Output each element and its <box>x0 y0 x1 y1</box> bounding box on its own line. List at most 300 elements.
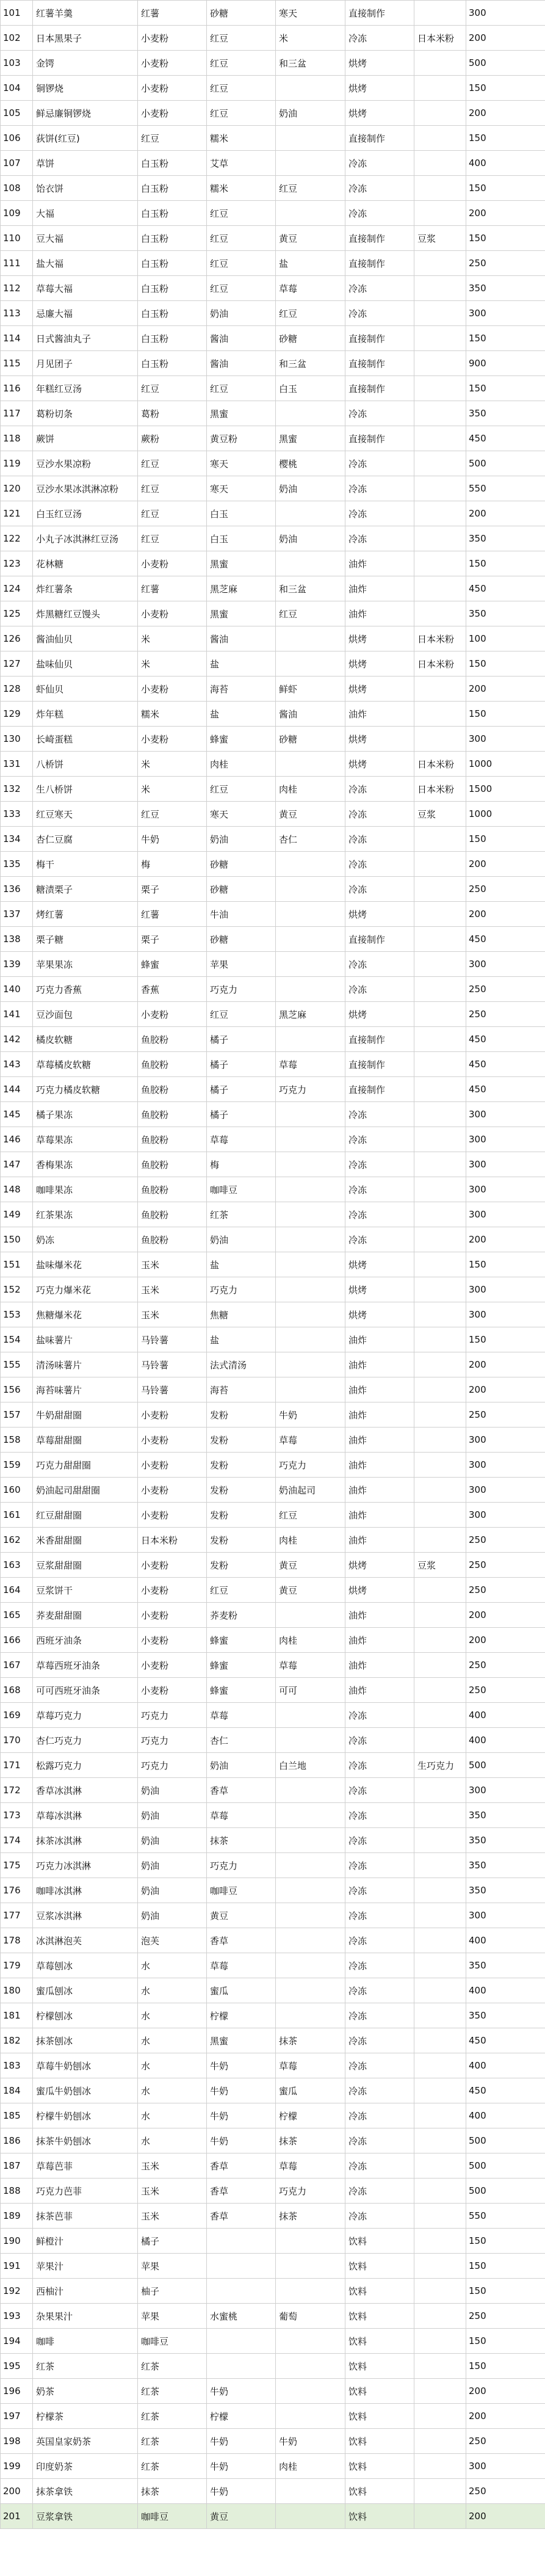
ingredient-3-cell <box>276 1027 345 1052</box>
row-number-cell: 131 <box>1 752 33 777</box>
method-cell: 油炸 <box>345 702 414 727</box>
method-cell: 饮料 <box>345 2304 414 2329</box>
recipe-name-cell: 柠檬刨冰 <box>33 2003 138 2028</box>
ingredient-3-cell: 巧克力 <box>276 2179 345 2204</box>
ingredient-2-cell: 蜜瓜 <box>207 1978 276 2003</box>
table-row <box>1 1878 545 1903</box>
method-cell: 冷冻 <box>345 877 414 902</box>
table-row <box>1 576 545 601</box>
ingredient-3-cell <box>276 1903 345 1928</box>
row-number-cell: 116 <box>1 376 33 401</box>
row-number-cell: 191 <box>1 2254 33 2279</box>
price-cell: 200 <box>466 2404 545 2429</box>
table-row <box>1 1402 545 1428</box>
note-cell <box>414 702 466 727</box>
ingredient-3-cell <box>276 2229 345 2254</box>
table-row <box>1 401 545 426</box>
price-cell: 250 <box>466 1002 545 1027</box>
recipe-name-cell: 红薯羊羹 <box>33 1 138 26</box>
ingredient-2-cell: 红豆 <box>207 201 276 226</box>
method-cell: 油炸 <box>345 1503 414 1528</box>
table-row <box>1 176 545 201</box>
table-row <box>1 1177 545 1202</box>
note-cell <box>414 251 466 276</box>
table-row <box>1 1628 545 1653</box>
method-cell: 油炸 <box>345 1603 414 1628</box>
method-cell: 冷冻 <box>345 526 414 551</box>
table-row <box>1 2153 545 2179</box>
recipe-name-cell: 香草冰淇淋 <box>33 1778 138 1803</box>
ingredient-2-cell: 酱油 <box>207 326 276 351</box>
method-cell: 冷冻 <box>345 1778 414 1803</box>
row-number-cell: 115 <box>1 351 33 376</box>
method-cell: 冷冻 <box>345 2053 414 2078</box>
price-cell: 150 <box>466 551 545 576</box>
method-cell: 油炸 <box>345 1377 414 1402</box>
row-number-cell: 188 <box>1 2179 33 2204</box>
ingredient-1-cell: 玉米 <box>138 2153 207 2179</box>
note-cell <box>414 927 466 952</box>
method-cell: 冷冻 <box>345 802 414 827</box>
price-cell: 200 <box>466 2504 545 2529</box>
note-cell <box>414 1628 466 1653</box>
method-cell: 饮料 <box>345 2229 414 2254</box>
row-number-cell: 162 <box>1 1528 33 1553</box>
ingredient-1-cell: 蜂蜜 <box>138 952 207 977</box>
table-row <box>1 852 545 877</box>
price-cell: 150 <box>466 702 545 727</box>
note-cell <box>414 376 466 401</box>
price-cell: 350 <box>466 601 545 626</box>
ingredient-2-cell: 杏仁 <box>207 1728 276 1753</box>
ingredient-1-cell: 奶油 <box>138 1878 207 1903</box>
row-number-cell: 173 <box>1 1803 33 1828</box>
recipe-name-cell: 橘子果冻 <box>33 1102 138 1127</box>
ingredient-1-cell: 蕨粉 <box>138 426 207 451</box>
recipe-name-cell: 小丸子冰淇淋红豆汤 <box>33 526 138 551</box>
ingredient-3-cell: 蜜瓜 <box>276 2078 345 2103</box>
table-row <box>1 501 545 526</box>
note-cell <box>414 2354 466 2379</box>
recipe-name-cell: 草莓大福 <box>33 276 138 301</box>
note-cell <box>414 1027 466 1052</box>
note-cell <box>414 2454 466 2479</box>
method-cell: 冷冻 <box>345 26 414 51</box>
ingredient-3-cell: 樱桃 <box>276 451 345 476</box>
recipe-name-cell: 酱油仙贝 <box>33 626 138 651</box>
ingredient-3-cell: 米 <box>276 26 345 51</box>
ingredient-2-cell <box>207 2354 276 2379</box>
method-cell: 冷冻 <box>345 1978 414 2003</box>
ingredient-1-cell: 小麦粉 <box>138 1578 207 1603</box>
ingredient-1-cell: 小麦粉 <box>138 1478 207 1503</box>
row-number-cell: 136 <box>1 877 33 902</box>
row-number-cell: 171 <box>1 1753 33 1778</box>
ingredient-3-cell <box>276 1953 345 1978</box>
price-cell: 350 <box>466 1878 545 1903</box>
method-cell: 饮料 <box>345 2404 414 2429</box>
method-cell: 直接制作 <box>345 351 414 376</box>
ingredient-1-cell: 柚子 <box>138 2279 207 2304</box>
price-cell: 500 <box>466 51 545 76</box>
price-cell: 350 <box>466 2003 545 2028</box>
row-number-cell: 107 <box>1 151 33 176</box>
recipe-name-cell: 咖啡 <box>33 2329 138 2354</box>
ingredient-1-cell: 小麦粉 <box>138 1428 207 1453</box>
note-cell <box>414 101 466 126</box>
ingredient-3-cell <box>276 1928 345 1953</box>
method-cell: 饮料 <box>345 2354 414 2379</box>
table-row <box>1 76 545 101</box>
ingredient-2-cell: 蜂蜜 <box>207 1628 276 1653</box>
row-number-cell: 183 <box>1 2053 33 2078</box>
note-cell <box>414 1528 466 1553</box>
ingredient-3-cell: 黄豆 <box>276 1578 345 1603</box>
ingredient-2-cell: 香草 <box>207 2179 276 2204</box>
row-number-cell: 128 <box>1 677 33 702</box>
ingredient-2-cell: 奶油 <box>207 301 276 326</box>
ingredient-1-cell: 小麦粉 <box>138 1002 207 1027</box>
ingredient-1-cell: 白玉粉 <box>138 201 207 226</box>
ingredient-3-cell: 白兰地 <box>276 1753 345 1778</box>
price-cell: 350 <box>466 276 545 301</box>
ingredient-3-cell: 红豆 <box>276 301 345 326</box>
table-row <box>1 1753 545 1778</box>
ingredient-2-cell: 柠檬 <box>207 2003 276 2028</box>
note-cell <box>414 501 466 526</box>
ingredient-3-cell: 黄豆 <box>276 802 345 827</box>
ingredient-3-cell <box>276 2003 345 2028</box>
method-cell: 冷冻 <box>345 1903 414 1928</box>
recipe-name-cell: 奶油起司甜甜圈 <box>33 1478 138 1503</box>
table-row <box>1 702 545 727</box>
recipe-name-cell: 豆沙水果凉粉 <box>33 451 138 476</box>
table-row <box>1 26 545 51</box>
ingredient-2-cell: 红豆 <box>207 1578 276 1603</box>
note-cell <box>414 576 466 601</box>
ingredient-1-cell: 白玉粉 <box>138 351 207 376</box>
row-number-cell: 124 <box>1 576 33 601</box>
row-number-cell: 180 <box>1 1978 33 2003</box>
row-number-cell: 138 <box>1 927 33 952</box>
ingredient-3-cell <box>276 977 345 1002</box>
row-number-cell: 108 <box>1 176 33 201</box>
recipe-name-cell: 金锷 <box>33 51 138 76</box>
ingredient-2-cell: 发粉 <box>207 1402 276 1428</box>
method-cell: 冷冻 <box>345 1753 414 1778</box>
ingredient-3-cell: 奶油 <box>276 101 345 126</box>
recipe-name-cell: 草莓巧克力 <box>33 1703 138 1728</box>
recipe-name-cell: 豆浆冰淇淋 <box>33 1903 138 1928</box>
ingredient-1-cell: 马铃薯 <box>138 1327 207 1352</box>
price-cell: 400 <box>466 2103 545 2128</box>
ingredient-2-cell: 牛奶 <box>207 2053 276 2078</box>
recipe-name-cell: 豆浆饼干 <box>33 1578 138 1603</box>
ingredient-2-cell <box>207 2229 276 2254</box>
ingredient-2-cell: 牛奶 <box>207 2379 276 2404</box>
note-cell <box>414 1352 466 1377</box>
ingredient-1-cell: 奶油 <box>138 1803 207 1828</box>
ingredient-3-cell: 奶油 <box>276 526 345 551</box>
method-cell: 饮料 <box>345 2504 414 2529</box>
note-cell <box>414 1903 466 1928</box>
ingredient-2-cell: 抹茶 <box>207 1828 276 1853</box>
ingredient-3-cell: 鲜虾 <box>276 677 345 702</box>
ingredient-1-cell: 鱼胶粉 <box>138 1102 207 1127</box>
ingredient-2-cell: 橘子 <box>207 1102 276 1127</box>
row-number-cell: 164 <box>1 1578 33 1603</box>
ingredient-2-cell: 香草 <box>207 2204 276 2229</box>
ingredient-1-cell: 日本米粉 <box>138 1528 207 1553</box>
ingredient-3-cell: 红豆 <box>276 176 345 201</box>
row-number-cell: 111 <box>1 251 33 276</box>
method-cell: 饮料 <box>345 2379 414 2404</box>
price-cell: 300 <box>466 952 545 977</box>
note-cell <box>414 2279 466 2304</box>
note-cell <box>414 902 466 927</box>
row-number-cell: 106 <box>1 126 33 151</box>
table-row <box>1 1653 545 1678</box>
row-number-cell: 167 <box>1 1653 33 1678</box>
ingredient-3-cell <box>276 651 345 677</box>
ingredient-1-cell: 葛粉 <box>138 401 207 426</box>
table-row <box>1 1252 545 1277</box>
note-cell <box>414 76 466 101</box>
note-cell <box>414 1853 466 1878</box>
ingredient-3-cell: 盐 <box>276 251 345 276</box>
recipe-name-cell: 月见团子 <box>33 351 138 376</box>
ingredient-1-cell: 玉米 <box>138 1277 207 1302</box>
ingredient-1-cell: 奶油 <box>138 1903 207 1928</box>
price-cell: 300 <box>466 1277 545 1302</box>
price-cell: 300 <box>466 301 545 326</box>
ingredient-2-cell: 红豆 <box>207 251 276 276</box>
ingredient-2-cell: 发粉 <box>207 1503 276 1528</box>
ingredient-1-cell: 咖啡豆 <box>138 2329 207 2354</box>
table-row <box>1 1102 545 1127</box>
recipe-name-cell: 巧克力橘皮软糖 <box>33 1077 138 1102</box>
note-cell <box>414 1002 466 1027</box>
table-row <box>1 626 545 651</box>
ingredient-3-cell: 抹茶 <box>276 2128 345 2153</box>
ingredient-1-cell: 香蕉 <box>138 977 207 1002</box>
note-cell <box>414 2229 466 2254</box>
ingredient-3-cell <box>276 1302 345 1327</box>
ingredient-2-cell: 草莓 <box>207 1953 276 1978</box>
note-cell <box>414 1052 466 1077</box>
ingredient-3-cell <box>276 2504 345 2529</box>
ingredient-1-cell: 白玉粉 <box>138 176 207 201</box>
ingredient-1-cell: 咖啡豆 <box>138 2504 207 2529</box>
ingredient-3-cell: 和三盆 <box>276 576 345 601</box>
ingredient-3-cell <box>276 2479 345 2504</box>
row-number-cell: 119 <box>1 451 33 476</box>
ingredient-1-cell: 小麦粉 <box>138 1603 207 1628</box>
row-number-cell: 165 <box>1 1603 33 1628</box>
method-cell: 油炸 <box>345 1528 414 1553</box>
price-cell: 150 <box>466 827 545 852</box>
ingredient-2-cell: 盐 <box>207 702 276 727</box>
method-cell: 烘烤 <box>345 1002 414 1027</box>
price-cell: 300 <box>466 1302 545 1327</box>
ingredient-1-cell: 米 <box>138 777 207 802</box>
recipe-name-cell: 印度奶茶 <box>33 2454 138 2479</box>
price-cell: 150 <box>466 1327 545 1352</box>
price-cell: 200 <box>466 677 545 702</box>
price-cell: 250 <box>466 877 545 902</box>
ingredient-1-cell: 玉米 <box>138 2204 207 2229</box>
ingredient-1-cell: 米 <box>138 626 207 651</box>
price-cell: 350 <box>466 1803 545 1828</box>
price-cell: 300 <box>466 1152 545 1177</box>
ingredient-2-cell: 砂糖 <box>207 927 276 952</box>
ingredient-3-cell <box>276 2254 345 2279</box>
table-row <box>1 2479 545 2504</box>
note-cell <box>414 677 466 702</box>
recipe-name-cell: 荞麦甜甜圈 <box>33 1603 138 1628</box>
note-cell <box>414 1252 466 1277</box>
ingredient-2-cell: 黑蜜 <box>207 551 276 576</box>
price-cell: 250 <box>466 251 545 276</box>
row-number-cell: 129 <box>1 702 33 727</box>
table-row <box>1 526 545 551</box>
recipe-name-cell: 米香甜甜圈 <box>33 1528 138 1553</box>
note-cell <box>414 2479 466 2504</box>
table-row <box>1 2254 545 2279</box>
note-cell <box>414 151 466 176</box>
ingredient-3-cell: 酱油 <box>276 702 345 727</box>
price-cell: 1000 <box>466 752 545 777</box>
ingredient-2-cell: 咖啡豆 <box>207 1177 276 1202</box>
recipe-name-cell: 豆大福 <box>33 226 138 251</box>
ingredient-2-cell: 红豆 <box>207 376 276 401</box>
note-cell <box>414 426 466 451</box>
note-cell <box>414 601 466 626</box>
method-cell: 饮料 <box>345 2454 414 2479</box>
ingredient-3-cell: 肉桂 <box>276 2454 345 2479</box>
recipe-name-cell: 抹茶拿铁 <box>33 2479 138 2504</box>
method-cell: 冷冻 <box>345 176 414 201</box>
row-number-cell: 176 <box>1 1878 33 1903</box>
ingredient-3-cell: 牛奶 <box>276 1402 345 1428</box>
ingredient-2-cell: 梅 <box>207 1152 276 1177</box>
recipe-name-cell: 抹茶芭菲 <box>33 2204 138 2229</box>
table-row <box>1 2454 545 2479</box>
recipe-name-cell: 奶冻 <box>33 1227 138 1252</box>
method-cell: 冷冻 <box>345 451 414 476</box>
ingredient-2-cell: 砂糖 <box>207 852 276 877</box>
ingredient-2-cell: 香草 <box>207 1928 276 1953</box>
table-row <box>1 1553 545 1578</box>
note-cell <box>414 827 466 852</box>
note-cell: 豆浆 <box>414 1553 466 1578</box>
price-cell: 400 <box>466 1703 545 1728</box>
ingredient-1-cell: 马铃薯 <box>138 1377 207 1402</box>
method-cell: 烘烤 <box>345 1553 414 1578</box>
row-number-cell: 140 <box>1 977 33 1002</box>
method-cell: 烘烤 <box>345 1252 414 1277</box>
method-cell: 烘烤 <box>345 677 414 702</box>
recipe-name-cell: 西班牙油条 <box>33 1628 138 1653</box>
row-number-cell: 123 <box>1 551 33 576</box>
table-row <box>1 451 545 476</box>
table-row <box>1 2128 545 2153</box>
table-row <box>1 2279 545 2304</box>
note-cell <box>414 201 466 226</box>
ingredient-1-cell: 白玉粉 <box>138 151 207 176</box>
ingredient-2-cell: 艾草 <box>207 151 276 176</box>
ingredient-1-cell: 巧克力 <box>138 1728 207 1753</box>
row-number-cell: 102 <box>1 26 33 51</box>
row-number-cell: 101 <box>1 1 33 26</box>
ingredient-1-cell: 梅 <box>138 852 207 877</box>
method-cell: 直接制作 <box>345 927 414 952</box>
ingredient-3-cell <box>276 1227 345 1252</box>
table-row <box>1 1678 545 1703</box>
table-row <box>1 101 545 126</box>
ingredient-2-cell: 草莓 <box>207 1127 276 1152</box>
table-row <box>1 2354 545 2379</box>
ingredient-3-cell <box>276 1127 345 1152</box>
note-cell <box>414 977 466 1002</box>
table-row <box>1 677 545 702</box>
note-cell <box>414 51 466 76</box>
method-cell: 烘烤 <box>345 651 414 677</box>
note-cell <box>414 1402 466 1428</box>
price-cell: 350 <box>466 526 545 551</box>
ingredient-1-cell: 小麦粉 <box>138 26 207 51</box>
method-cell: 烘烤 <box>345 752 414 777</box>
ingredient-1-cell: 橘子 <box>138 2229 207 2254</box>
ingredient-3-cell <box>276 2354 345 2379</box>
method-cell: 烘烤 <box>345 626 414 651</box>
row-number-cell: 175 <box>1 1853 33 1878</box>
price-cell: 150 <box>466 2254 545 2279</box>
table-row <box>1 1152 545 1177</box>
ingredient-3-cell: 葡萄 <box>276 2304 345 2329</box>
note-cell <box>414 1603 466 1628</box>
recipe-name-cell: 巧克力冰淇淋 <box>33 1853 138 1878</box>
table-row <box>1 1052 545 1077</box>
note-cell: 日本米粉 <box>414 777 466 802</box>
table-row <box>1 126 545 151</box>
method-cell: 冷冻 <box>345 2028 414 2053</box>
note-cell <box>414 326 466 351</box>
table-row <box>1 1728 545 1753</box>
method-cell: 直接制作 <box>345 326 414 351</box>
row-number-cell: 187 <box>1 2153 33 2179</box>
table-row <box>1 1528 545 1553</box>
row-number-cell: 122 <box>1 526 33 551</box>
ingredient-1-cell: 苹果 <box>138 2304 207 2329</box>
row-number-cell: 127 <box>1 651 33 677</box>
ingredient-3-cell <box>276 401 345 426</box>
table-row <box>1 1778 545 1803</box>
table-row <box>1 2028 545 2053</box>
price-cell: 300 <box>466 2454 545 2479</box>
row-number-cell: 112 <box>1 276 33 301</box>
ingredient-2-cell: 酱油 <box>207 351 276 376</box>
table-row <box>1 1002 545 1027</box>
recipe-name-cell: 香梅果冻 <box>33 1152 138 1177</box>
method-cell: 冷冻 <box>345 2128 414 2153</box>
ingredient-1-cell: 鱼胶粉 <box>138 1027 207 1052</box>
row-number-cell: 110 <box>1 226 33 251</box>
price-cell: 450 <box>466 426 545 451</box>
recipe-name-cell: 焦糖爆米花 <box>33 1302 138 1327</box>
note-cell <box>414 1127 466 1152</box>
recipe-name-cell: 苹果果冻 <box>33 952 138 977</box>
